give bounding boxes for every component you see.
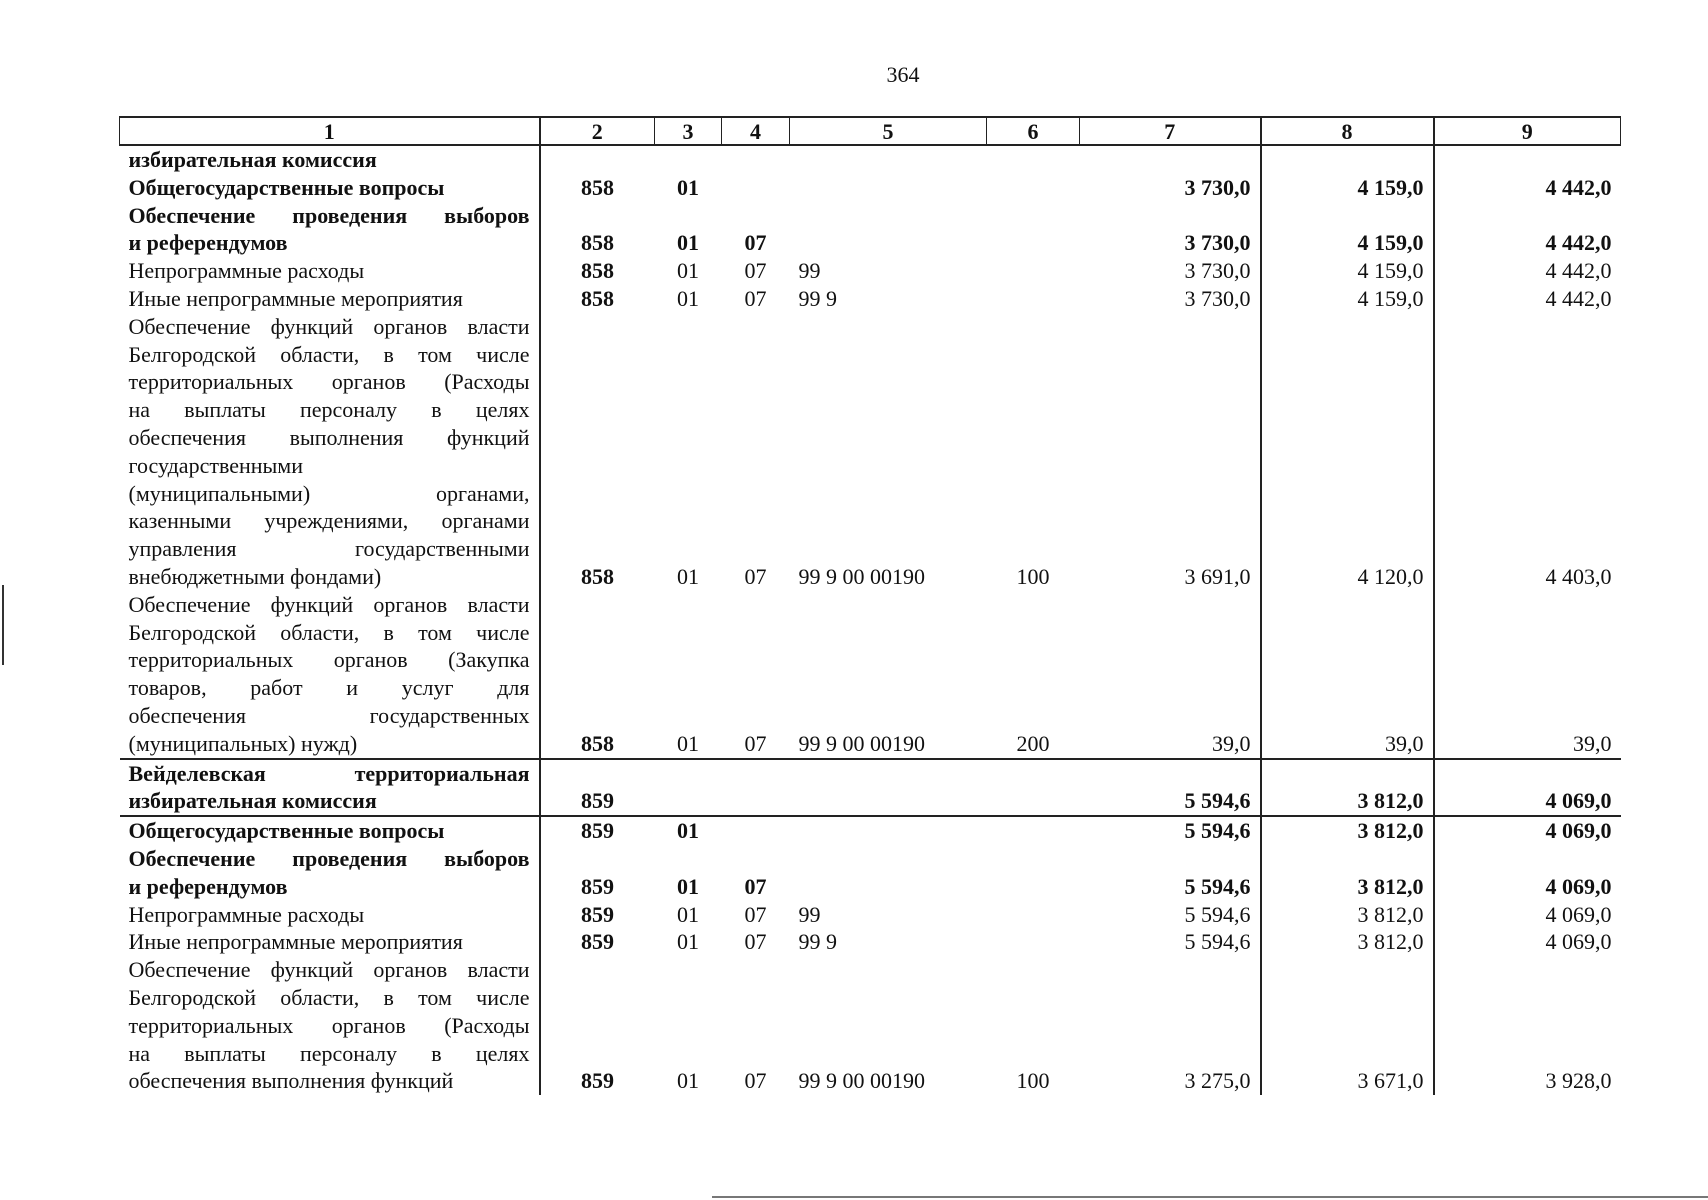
subsection-cell: 07 bbox=[744, 730, 767, 756]
table-row bbox=[120, 901, 1621, 929]
expense-type-cell bbox=[987, 257, 1080, 285]
amount-col8-cell: 4 120,0 bbox=[1261, 313, 1434, 591]
expense-type-cell bbox=[987, 901, 1080, 929]
item-name-line: территориальных органов (Закупка bbox=[128, 647, 530, 673]
amount-col8-cell: 4 159,0 bbox=[1261, 285, 1434, 313]
header-col-1: 1 bbox=[120, 117, 540, 145]
item-name-line: внебюджетными фондами) bbox=[128, 563, 382, 589]
table-row bbox=[120, 174, 1621, 202]
item-name-line: казенными учреждениями, органами bbox=[128, 508, 530, 534]
target-article-cell: 99 9 00 00190 bbox=[798, 730, 925, 756]
subsection-cell bbox=[722, 145, 790, 174]
budget-table bbox=[119, 116, 1621, 1095]
table-body bbox=[120, 145, 1621, 1095]
header-col-2: 2 bbox=[540, 117, 655, 145]
table-row bbox=[120, 591, 1621, 759]
code-cell: 859 bbox=[581, 901, 614, 927]
code-cell: 858 bbox=[581, 174, 614, 200]
amount-col9-cell: 4 442,0 bbox=[1545, 174, 1612, 200]
amount-col7-cell bbox=[1080, 145, 1261, 174]
code-cell bbox=[540, 145, 655, 174]
amount-col7-cell: 5 594,6 bbox=[1080, 928, 1261, 956]
table-row bbox=[120, 202, 1621, 258]
section-cell: 01 bbox=[677, 1068, 699, 1094]
table-header-row bbox=[120, 117, 1621, 145]
amount-col9-cell: 4 442,0 bbox=[1545, 258, 1612, 284]
subsection-cell: 07 bbox=[744, 230, 767, 256]
header-col-8: 8 bbox=[1261, 117, 1434, 145]
item-name-line: Иные непрограммные мероприятия bbox=[128, 929, 463, 955]
code-cell: 859 bbox=[581, 929, 614, 955]
header-col-9: 9 bbox=[1434, 117, 1621, 145]
section-cell: 01 bbox=[655, 816, 722, 845]
header-col-4: 4 bbox=[722, 117, 790, 145]
expense-type-cell bbox=[987, 145, 1080, 174]
margin-mark bbox=[2, 585, 4, 665]
item-name-line: Общегосударственные вопросы bbox=[128, 174, 445, 200]
expense-type-cell bbox=[987, 816, 1080, 845]
amount-col7-cell: 3 730,0 bbox=[1080, 285, 1261, 313]
target-article-cell: 99 9 bbox=[798, 929, 837, 955]
table-row bbox=[120, 956, 1621, 1095]
subsection-cell bbox=[722, 759, 790, 817]
item-name-line: избирательная комиссия bbox=[128, 788, 377, 814]
target-article-cell bbox=[790, 759, 987, 817]
item-name-line: (муниципальных) нужд) bbox=[128, 730, 358, 756]
amount-col7-cell: 3 691,0 bbox=[1080, 313, 1261, 591]
code-cell: 859 bbox=[540, 816, 655, 845]
item-name-line: и референдумов bbox=[128, 873, 288, 899]
amount-col8-cell: 3 812,0 bbox=[1261, 901, 1434, 929]
code-cell: 858 bbox=[581, 730, 614, 756]
amount-col8-cell: 3 812,0 bbox=[1261, 928, 1434, 956]
section-cell: 01 bbox=[677, 730, 699, 756]
amount-col9-cell: 4 442,0 bbox=[1545, 285, 1612, 311]
amount-col9-cell: 4 442,0 bbox=[1545, 230, 1612, 256]
amount-col9-cell: 3 928,0 bbox=[1545, 1068, 1612, 1094]
item-name-line: избирательная комиссия bbox=[128, 147, 377, 172]
item-name-cell bbox=[120, 901, 540, 929]
subsection-cell: 07 bbox=[744, 929, 767, 955]
item-name-cell bbox=[120, 257, 540, 285]
amount-col8-cell: 4 159,0 bbox=[1261, 202, 1434, 258]
item-name-cell bbox=[120, 928, 540, 956]
item-name-cell bbox=[120, 174, 540, 202]
amount-col9-cell: 4 069,0 bbox=[1434, 759, 1621, 817]
subsection-cell: 07 bbox=[744, 563, 767, 589]
amount-col9-cell: 4 403,0 bbox=[1545, 563, 1612, 589]
item-name-cell bbox=[120, 202, 540, 258]
amount-col8-cell bbox=[1261, 145, 1434, 174]
table-row bbox=[120, 759, 1621, 817]
amount-col9-cell: 4 069,0 bbox=[1545, 929, 1612, 955]
section-cell bbox=[655, 759, 722, 817]
expense-type-cell bbox=[987, 759, 1080, 817]
amount-col7-cell: 39,0 bbox=[1080, 591, 1261, 759]
expense-type-cell bbox=[987, 285, 1080, 313]
item-name-line: Обеспечение функций органов власти bbox=[128, 957, 530, 983]
amount-col7-cell: 5 594,6 bbox=[1080, 901, 1261, 929]
item-name-line: Непрограммные расходы bbox=[128, 258, 365, 284]
expense-type-cell bbox=[987, 202, 1080, 258]
table-row bbox=[120, 257, 1621, 285]
item-name-line: на выплаты персоналу в целях bbox=[128, 1040, 530, 1066]
expense-type-cell: 100 bbox=[1016, 1068, 1050, 1094]
item-name-cell bbox=[120, 816, 540, 845]
expense-type-cell bbox=[987, 928, 1080, 956]
amount-col7-cell: 5 594,6 bbox=[1080, 845, 1261, 901]
item-name-line: обеспечения выполнения функций bbox=[128, 1068, 454, 1094]
header-col-5: 5 bbox=[790, 117, 987, 145]
table-row bbox=[120, 928, 1621, 956]
code-cell: 859 bbox=[581, 1068, 614, 1094]
item-name-line: Белгородской области, в том числе bbox=[128, 619, 530, 645]
table-row bbox=[120, 845, 1621, 901]
amount-col9-cell: 4 069,0 bbox=[1545, 901, 1612, 927]
header-col-3: 3 bbox=[655, 117, 722, 145]
section-cell: 01 bbox=[677, 901, 699, 927]
target-article-cell: 99 9 00 00190 bbox=[798, 1068, 925, 1094]
subsection-cell bbox=[722, 174, 790, 202]
expense-type-cell bbox=[987, 845, 1080, 901]
target-article-cell: 99 9 00 00190 bbox=[798, 563, 925, 589]
item-name-line: Обеспечение функций органов власти bbox=[128, 313, 530, 339]
item-name-line: управления государственными bbox=[128, 536, 530, 562]
amount-col8-cell: 3 812,0 bbox=[1261, 759, 1434, 817]
item-name-line: Обеспечение проведения выборов bbox=[128, 202, 530, 228]
subsection-cell: 07 bbox=[744, 1068, 767, 1094]
item-name-line: Белгородской области, в том числе bbox=[128, 341, 530, 367]
amount-col8-cell: 4 159,0 bbox=[1261, 174, 1434, 202]
item-name-line: на выплаты персоналу в целях bbox=[128, 397, 530, 423]
table-row bbox=[120, 145, 1621, 174]
table-row bbox=[120, 285, 1621, 313]
target-article-cell bbox=[790, 845, 987, 901]
subsection-cell bbox=[722, 816, 790, 845]
header-col-7: 7 bbox=[1080, 117, 1261, 145]
item-name-line: Непрограммные расходы bbox=[128, 901, 365, 927]
amount-col8-cell: 3 671,0 bbox=[1261, 956, 1434, 1095]
amount-col7-cell: 3 730,0 bbox=[1080, 174, 1261, 202]
amount-col7-cell: 3 730,0 bbox=[1080, 202, 1261, 258]
item-name-line: Иные непрограммные мероприятия bbox=[128, 285, 463, 311]
item-name-cell bbox=[120, 145, 540, 174]
item-name-line: Вейделевская территориальная bbox=[128, 760, 530, 786]
item-name-line: государственными bbox=[128, 452, 303, 478]
amount-col9-cell: 4 069,0 bbox=[1545, 873, 1612, 899]
item-name-line: территориальных органов (Расходы bbox=[128, 369, 530, 395]
code-cell: 858 bbox=[581, 258, 614, 284]
item-name-line: обеспечения выполнения функций bbox=[128, 424, 530, 450]
amount-col7-cell: 5 594,6 bbox=[1080, 759, 1261, 817]
item-name-cell bbox=[120, 759, 540, 817]
amount-col9-cell: 4 069,0 bbox=[1434, 816, 1621, 845]
code-cell: 858 bbox=[581, 563, 614, 589]
code-cell: 858 bbox=[581, 230, 614, 256]
target-article-cell: 99 9 bbox=[798, 285, 837, 311]
item-name-line: (муниципальными) органами, bbox=[128, 480, 530, 506]
item-name-line: Белгородской области, в том числе bbox=[128, 984, 530, 1010]
amount-col8-cell: 4 159,0 bbox=[1261, 257, 1434, 285]
subsection-cell: 07 bbox=[744, 285, 767, 311]
expense-type-cell: 200 bbox=[1016, 730, 1050, 756]
item-name-cell bbox=[120, 845, 540, 901]
subsection-cell: 07 bbox=[744, 901, 767, 927]
amount-col7-cell: 3 275,0 bbox=[1080, 956, 1261, 1095]
section-cell: 01 bbox=[677, 258, 699, 284]
target-article-cell: 99 bbox=[798, 258, 821, 284]
table-row bbox=[120, 313, 1621, 591]
item-name-cell bbox=[120, 313, 540, 591]
target-article-cell: 99 bbox=[798, 901, 821, 927]
item-name-cell bbox=[120, 285, 540, 313]
section-cell: 01 bbox=[677, 230, 699, 256]
item-name-cell bbox=[120, 591, 540, 759]
target-article-cell bbox=[790, 174, 987, 202]
code-cell: 859 bbox=[540, 759, 655, 817]
amount-col8-cell: 39,0 bbox=[1261, 591, 1434, 759]
item-name-line: обеспечения государственных bbox=[128, 702, 530, 728]
item-name-line: товаров, работ и услуг для bbox=[128, 675, 530, 701]
bottom-edge-line bbox=[712, 1196, 1708, 1198]
item-name-line: Общегосударственные вопросы bbox=[128, 818, 445, 844]
target-article-cell bbox=[790, 202, 987, 258]
subsection-cell: 07 bbox=[744, 873, 767, 899]
item-name-line: и референдумов bbox=[128, 230, 288, 256]
amount-col8-cell: 3 812,0 bbox=[1261, 816, 1434, 845]
section-cell: 01 bbox=[677, 174, 699, 200]
amount-col8-cell: 3 812,0 bbox=[1261, 845, 1434, 901]
amount-col9-cell: 39,0 bbox=[1573, 730, 1612, 756]
code-cell: 858 bbox=[581, 285, 614, 311]
header-col-6: 6 bbox=[987, 117, 1080, 145]
section-cell: 01 bbox=[677, 285, 699, 311]
section-cell: 01 bbox=[677, 873, 699, 899]
section-cell: 01 bbox=[677, 929, 699, 955]
target-article-cell bbox=[790, 145, 987, 174]
item-name-line: Обеспечение функций органов власти bbox=[128, 591, 530, 617]
table-row bbox=[120, 816, 1621, 845]
expense-type-cell bbox=[987, 174, 1080, 202]
section-cell bbox=[655, 145, 722, 174]
section-cell: 01 bbox=[677, 563, 699, 589]
target-article-cell bbox=[790, 816, 987, 845]
amount-col7-cell: 3 730,0 bbox=[1080, 257, 1261, 285]
amount-col9-cell bbox=[1434, 145, 1621, 174]
code-cell: 859 bbox=[581, 873, 614, 899]
subsection-cell: 07 bbox=[744, 258, 767, 284]
item-name-line: Обеспечение проведения выборов bbox=[128, 845, 530, 871]
item-name-cell bbox=[120, 956, 540, 1095]
page-number: 364 bbox=[886, 62, 920, 87]
item-name-line: территориальных органов (Расходы bbox=[128, 1012, 530, 1038]
expense-type-cell: 100 bbox=[1016, 563, 1050, 589]
amount-col7-cell: 5 594,6 bbox=[1080, 816, 1261, 845]
